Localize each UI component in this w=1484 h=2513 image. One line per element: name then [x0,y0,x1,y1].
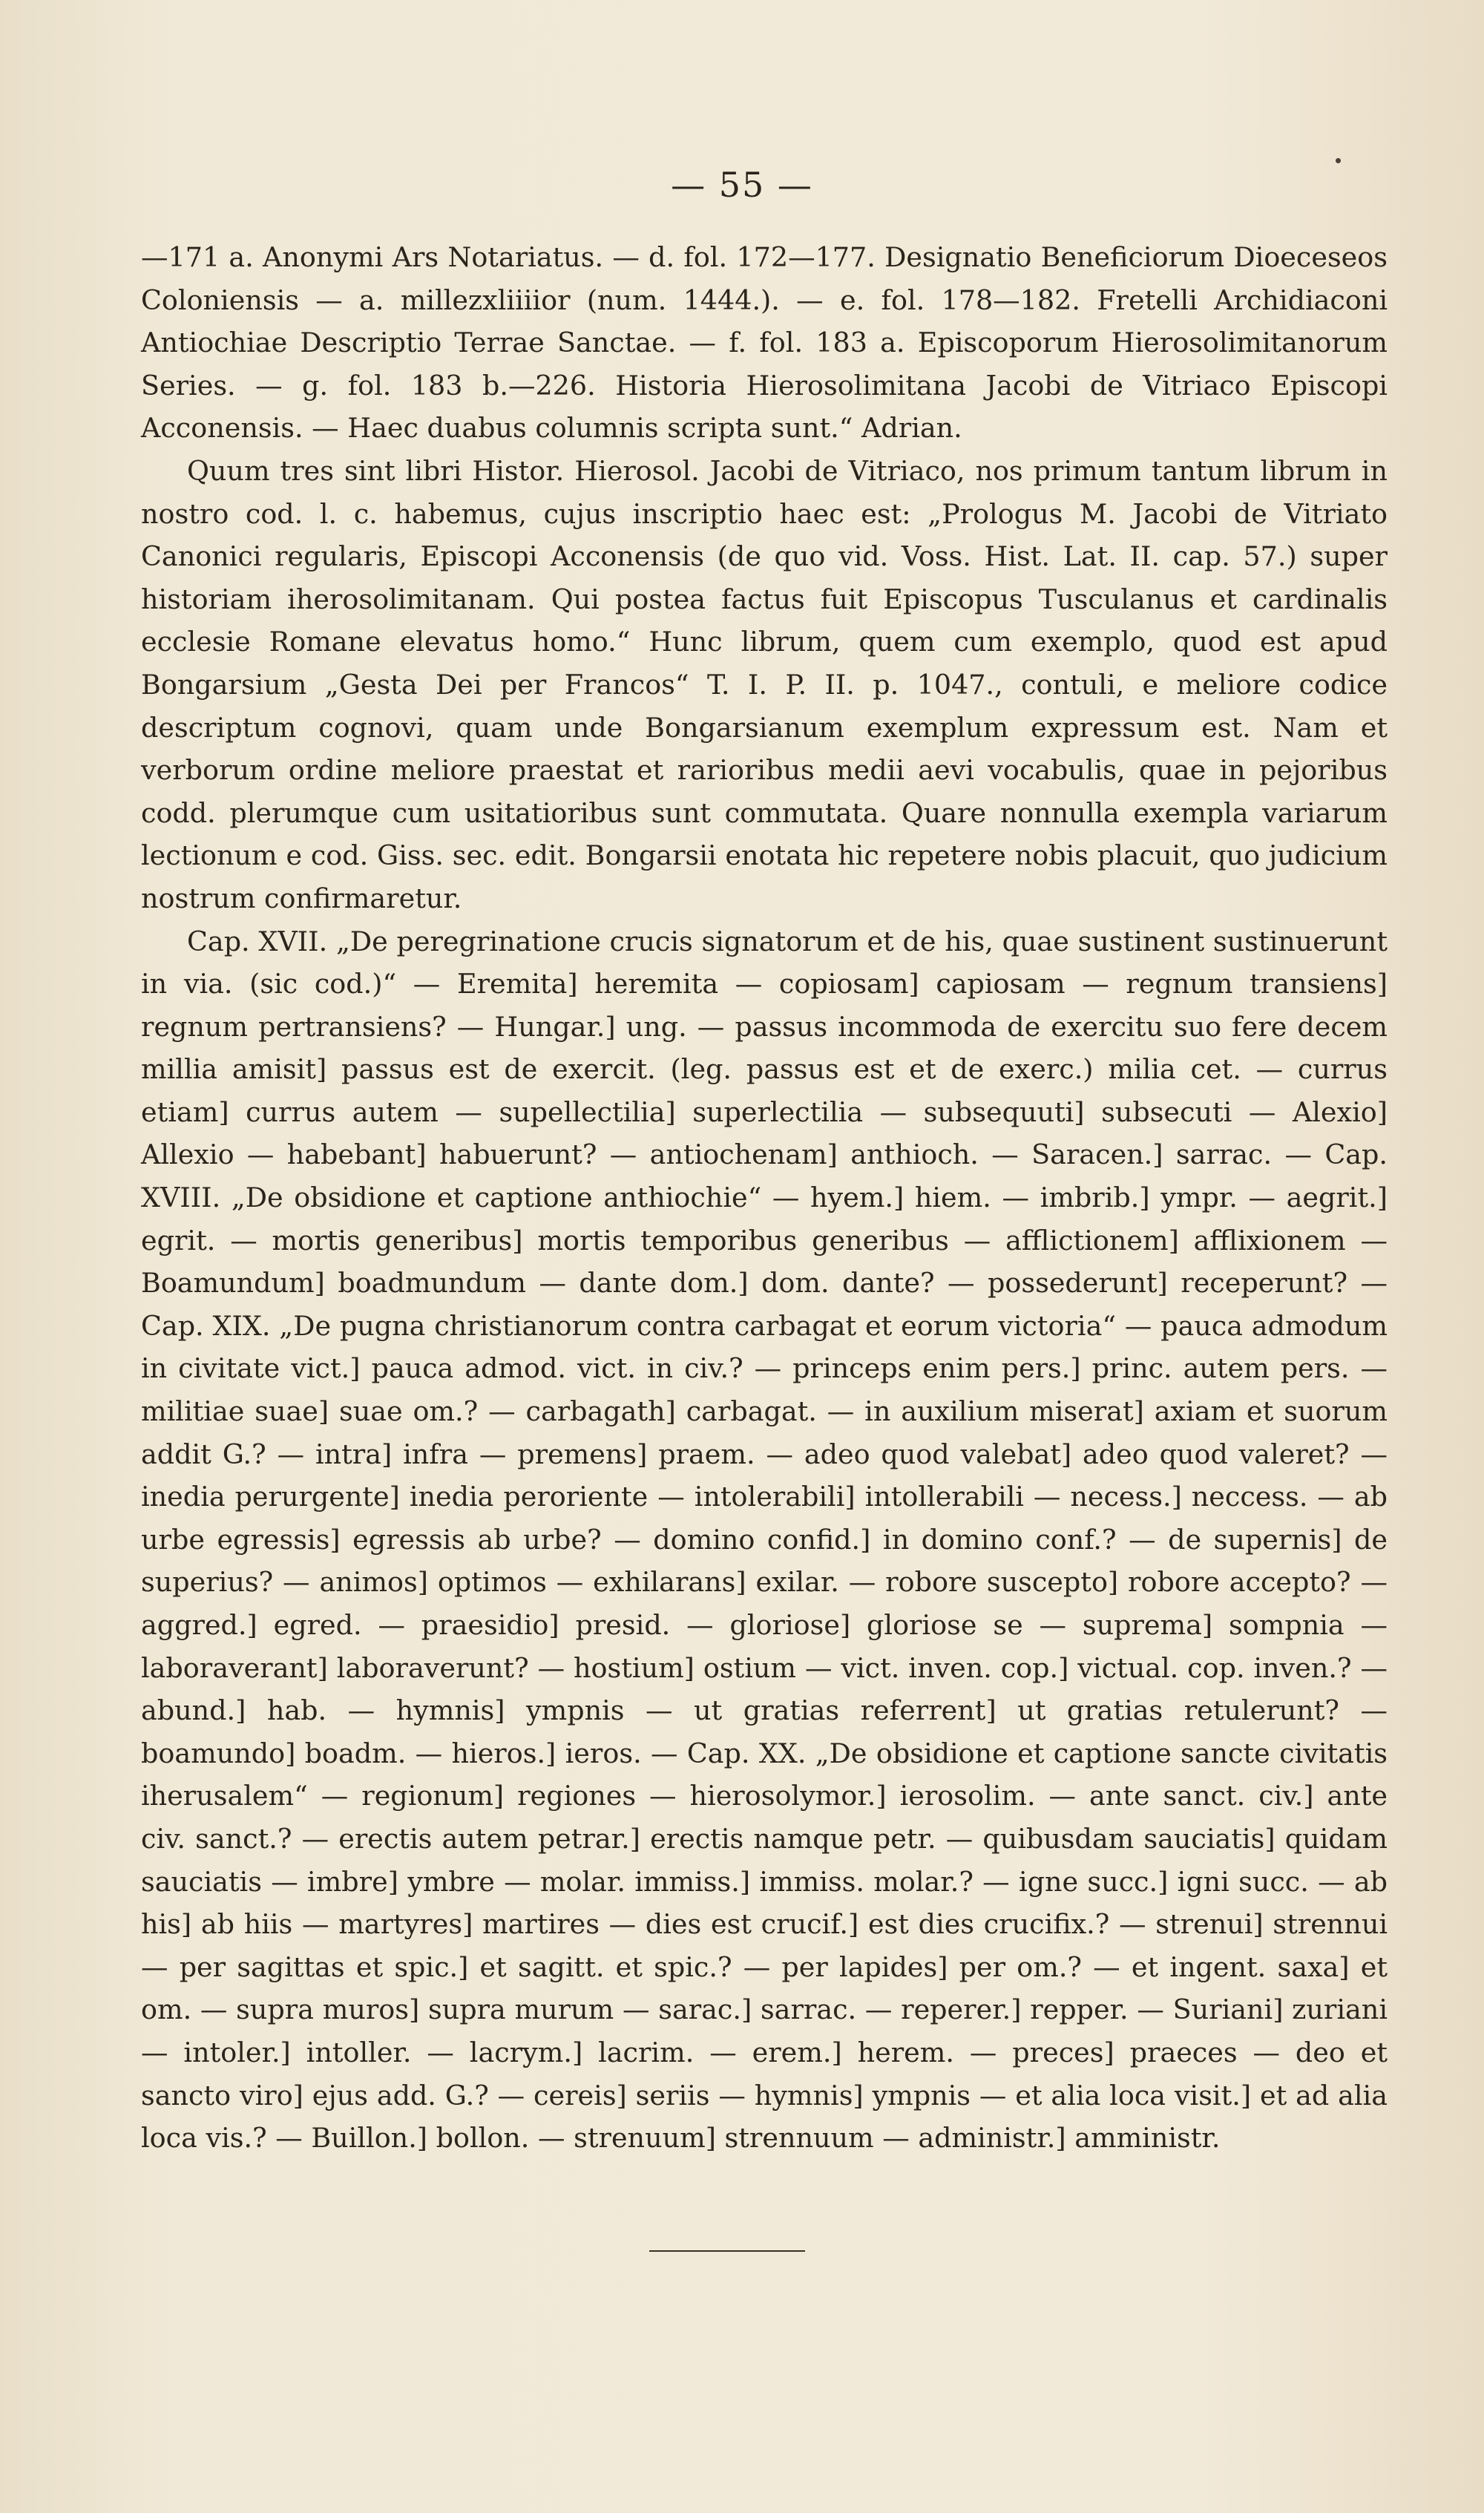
page-number: — 55 — [671,165,813,205]
paragraph-manuscript-contents: —171 a. Anonymi Ars Notariatus. — d. fol. 172—177. Designatio Beneficiorum Dioeceseos Coloniensis — a. millezxliiiior (num. 1444.). — e. fol. 178—182. Fretelli Archidiaconi Antiochiae Descriptio Terrae Sanctae. — f. fol. 183 a. Episcoporum Hierosolimitanorum Series. — g. fol. 183 b.—226. Historia Hierosolimitana Jacobi de Vitriaco Episcopi Acconensis. — Haec duabus columnis scripta sunt.“ Adrian. [141,241,1388,445]
paragraph-historia-commentary: Quum tres sint libri Histor. Hierosol. Jacobi de Vitriaco, nos primum tantum librum in nostro cod. l. c. habemus, cujus inscriptio haec est: „Prologus M. Jacobi de Vitriato Canonici regularis, Episcopi Acconensis (de quo vid. Voss. Hist. Lat. II. cap. 57.) super historiam iherosolimitanam. Qui postea factus fuit Episcopus Tusculanus et cardinalis ecclesie Romane elevatus homo.“ Hunc librum, quem cum exemplo, quod est apud Bongarsium „Gesta Dei per Francos“ T. I. P. II. p. 1047., contuli, e meliore codice descriptum cognovi, quam unde Bongarsianum exemplum expressum est. Nam et verborum ordine meliore praestat et rarioribus medii aevi vocabulis, quae in pejoribus codd. plerumque cum usitatioribus sunt commutata. Quare nonnulla exempla variarum lectionum e cod. Giss. sec. edit. Bongarsii enotata hic repetere nobis placuit, quo judicium nostrum confirmaretur. [141,454,1388,914]
ink-speck [1336,158,1341,163]
main-text [141,236,1388,2160]
paragraph-variant-readings: Cap. XVII. „De peregrinatione crucis signatorum et de his, quae sustinent sustinuerunt in via. (sic cod.)“ — Eremita] heremita — copiosam] capiosam — regnum transiens] regnum pertransiens? — Hungar.] ung. — passus incommoda de exercitu suo fere decem millia amisit] passus est de exercit. (leg. passus est et de exerc.) milia cet. — currus etiam] currus autem — supellectilia] superlectilia — subsequuti] subsecuti — Alexio] Allexio — habebant] habuerunt? — antiochenam] anthioch. — Saracen.] sarrac. — Cap. XVIII. „De obsidione et captione anthiochie“ — hyem.] hiem. — imbrib.] ympr. — aegrit.] egrit. — mortis generibus] mortis temporibus generibus — afflictionem] afflixionem — Boamundum] boadmundum — dante dom.] dom. dante? — possederunt] receperunt? — Cap. XIX. „De pugna christianorum contra carbagat et eorum victoria“ — pauca admodum in civitate vict.] pauca admod. vict. in civ.? — princeps enim pers.] princ. autem pers. — militiae suae] suae om.? — carbagath] carbagat. — in auxilium miserat] axiam et suorum addit G.? — intra] infra — premens] praem. — adeo quod valebat] adeo quod valeret? — inedia perurgente] inedia peroriente — intolerabili] intollerabili — necess.] neccess. — ab urbe egressis] egressis ab urbe? — domino confid.] in domino conf.? — de supernis] de superius? — animos] optimos — exhilarans] exilar. — robore suscepto] robore accepto? — aggred.] egred. — praesidio] presid. — gloriose] gloriose se — suprema] sompnia — laboraverant] laboraverunt? — hostium] ostium — vict. inven. cop.] victual. cop. inven.? — abund.] hab. — hymnis] ympnis — ut gratias referrent] ut gratias retulerunt? — boamundo] boadm. — hieros.] ieros. — Cap. XX. „De obsidione et captione sancte civitatis iherusalem“ — regionum] regiones — hierosolymor.] ierosolim. — ante sanct. civ.] ante civ. sanct.? — erectis autem petrar.] erectis namque petr. — quibusdam sauciatis] quidam sauciatis — imbre] ymbre — molar. immiss.] immiss. molar.? — igne succ.] igni succ. — ab his] ab hiis — martyres] martires — dies est crucif.] est dies crucifix.? — strenui] strennui — per sagittas et spic.] et sagitt. et spic.? — per lapides] per om.? — et ingent. saxa] et om. — supra muros] supra murum — sarac.] sarrac. — reperer.] repper. — Suriani] zuriani — intoler.] intoller. — lacrym.] lacrim. — erem.] herem. — preces] praeces — deo et sancto viro] ejus add. G.? — cereis] seriis — hymnis] ympnis — et alia loca visit.] et ad alia loca vis.? — Buillon.] bollon. — strenuum] strennuum — administr.] amministr. [141,925,1388,2155]
closing-rule [649,2250,805,2252]
